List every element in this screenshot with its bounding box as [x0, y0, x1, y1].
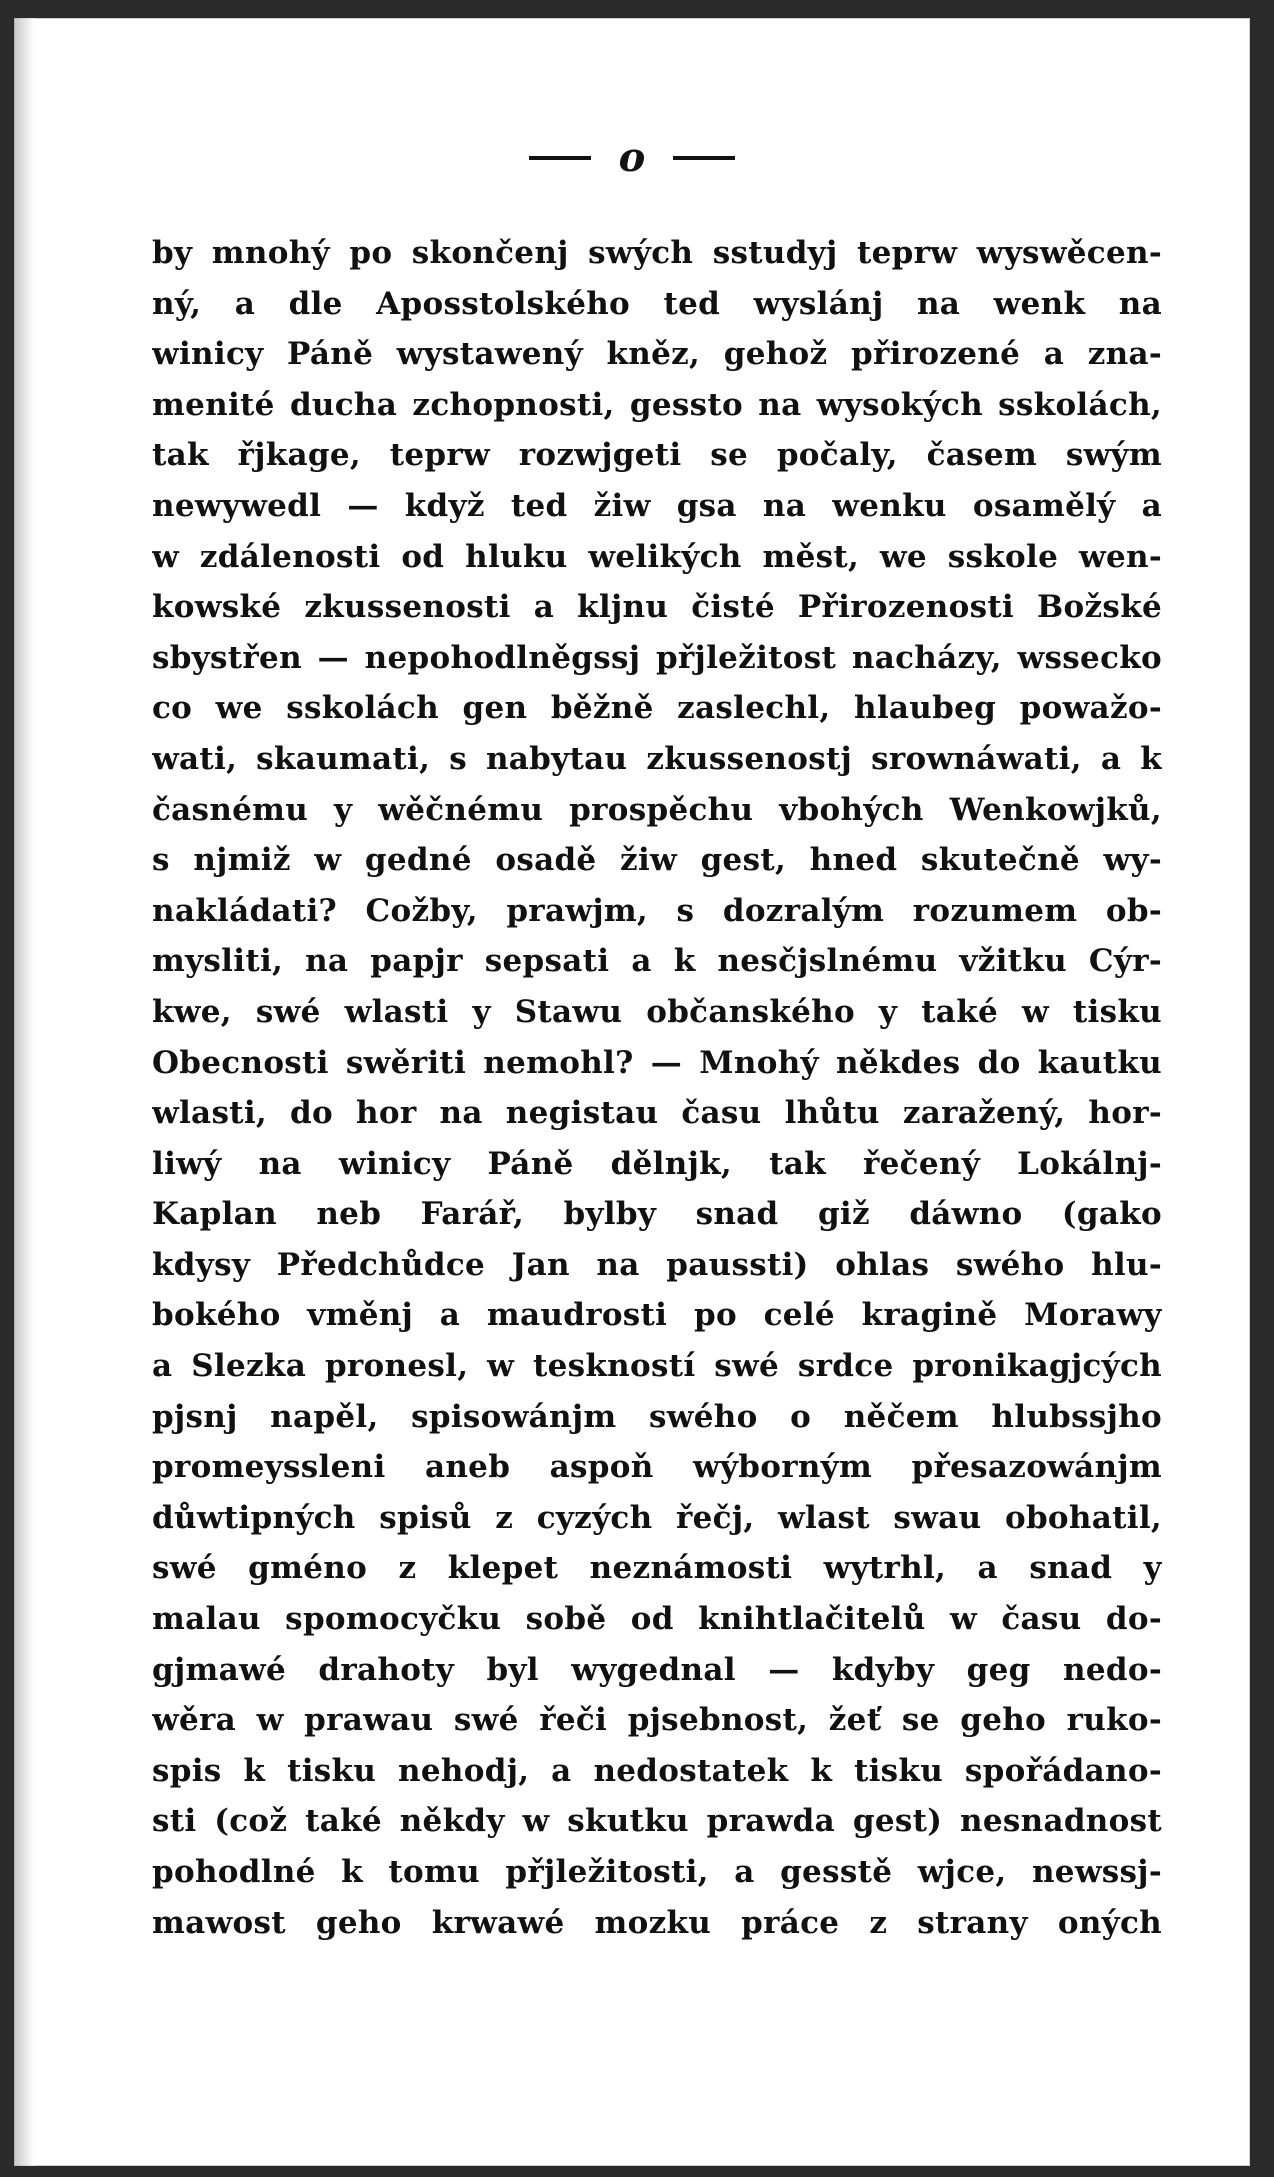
- text-line: a Slezka pronesl, w teskností swé srdce pronikagjcých: [152, 1348, 1162, 1385]
- text-line: s njmiž w gedné osadě žiw gest, hned skutečně wy-: [152, 842, 1162, 879]
- text-line: kwe, swé wlasti y Stawu občanského y také w tisku: [152, 993, 1162, 1030]
- header-rule-left: [529, 156, 591, 160]
- text-line: pjsnj napěl, spisowánjm swého o něčem hlubssjho: [152, 1398, 1162, 1435]
- text-line: sti (což také někdy w skutku prawda gest) nesnadnost: [152, 1803, 1162, 1840]
- text-line: časnému y wěčnému prospěchu vbohých Wenkowjků,: [152, 791, 1162, 828]
- text-line: bokého vměnj a maudrosti po celé kragině Morawy: [152, 1297, 1162, 1334]
- page-header: [14, 128, 1250, 188]
- text-line: winicy Páně wystawený kněz, gehož přirozené a zna-: [152, 336, 1162, 373]
- book-page: [14, 18, 1250, 2166]
- text-line: mawost geho krwawé mozku práce z strany oných: [152, 1904, 1162, 1941]
- text-line: pohodlné k tomu přjležitosti, a gesstě wjce, newssj-: [152, 1854, 1162, 1890]
- body-text: [152, 228, 1162, 1948]
- text-line: spis k tisku nehodj, a nedostatek k tisku spořádano-: [152, 1752, 1162, 1789]
- text-line: swé gméno z klepet neznámosti wytrhl, a snad y: [152, 1550, 1162, 1587]
- text-line: Kaplan neb Farář, bylby snad giž dáwno (gako: [152, 1196, 1162, 1233]
- text-line: co we sskolách gen běžně zaslechl, hlaubeg powažo-: [152, 690, 1162, 727]
- page-folio: o: [618, 134, 646, 181]
- header-rule-right: [673, 156, 735, 160]
- text-line: malau spomocyčku sobě od knihtlačitelů w času do-: [152, 1601, 1162, 1638]
- text-line: wati, skaumati, s nabytau zkussenostj srownáwati, a k: [152, 740, 1162, 777]
- text-line: gjmawé drahoty byl wygednal — kdyby geg nedo-: [152, 1651, 1162, 1688]
- text-line: tak řjkage, teprw rozwjgeti se počaly, časem swým: [152, 437, 1162, 474]
- text-line: důwtipných spisů z cyzých řečj, wlast swau obohatil,: [152, 1499, 1162, 1536]
- text-line: ný, a dle Aposstolského ted wyslánj na wenk na: [152, 285, 1162, 322]
- text-line: menité ducha zchopnosti, gessto na wysokých sskolách,: [152, 386, 1162, 423]
- text-line: by mnohý po skončenj swých sstudyj teprw wyswěcen-: [152, 235, 1162, 271]
- text-line: w zdálenosti od hluku welikých měst, we sskole wen-: [152, 538, 1162, 575]
- text-line: kdysy Předchůdce Jan na paussti) ohlas swého hlu-: [152, 1246, 1162, 1283]
- text-line: newywedl — když ted žiw gsa na wenku osamělý a: [152, 487, 1162, 524]
- text-line: wěra w prawau swé řeči pjsebnost, žeť se geho ruko-: [152, 1702, 1162, 1739]
- text-line: Obecnosti swěriti nemohl? — Mnohý někdes do kautku: [152, 1044, 1162, 1081]
- text-line: kowské zkussenosti a kljnu čisté Přirozenosti Božské: [152, 589, 1162, 626]
- text-line: wlasti, do hor na negistau času lhůtu zaražený, hor-: [152, 1095, 1162, 1132]
- text-line: mysliti, na papjr sepsati a k nesčjslnému vžitku Cýr-: [152, 943, 1162, 980]
- text-line: sbystřen — nepohodlněgssj přjležitost nacházy, wssecko: [152, 639, 1162, 676]
- text-line: liwý na winicy Páně dělnjk, tak řečený Lokálnj-: [152, 1145, 1162, 1182]
- text-line: promeyssleni aneb aspoň wýborným přesazowánjm: [152, 1449, 1162, 1486]
- text-line: nakládati? Cožby, prawjm, s dozralým rozumem ob-: [152, 892, 1162, 929]
- page-gutter-shadow: [14, 18, 34, 2166]
